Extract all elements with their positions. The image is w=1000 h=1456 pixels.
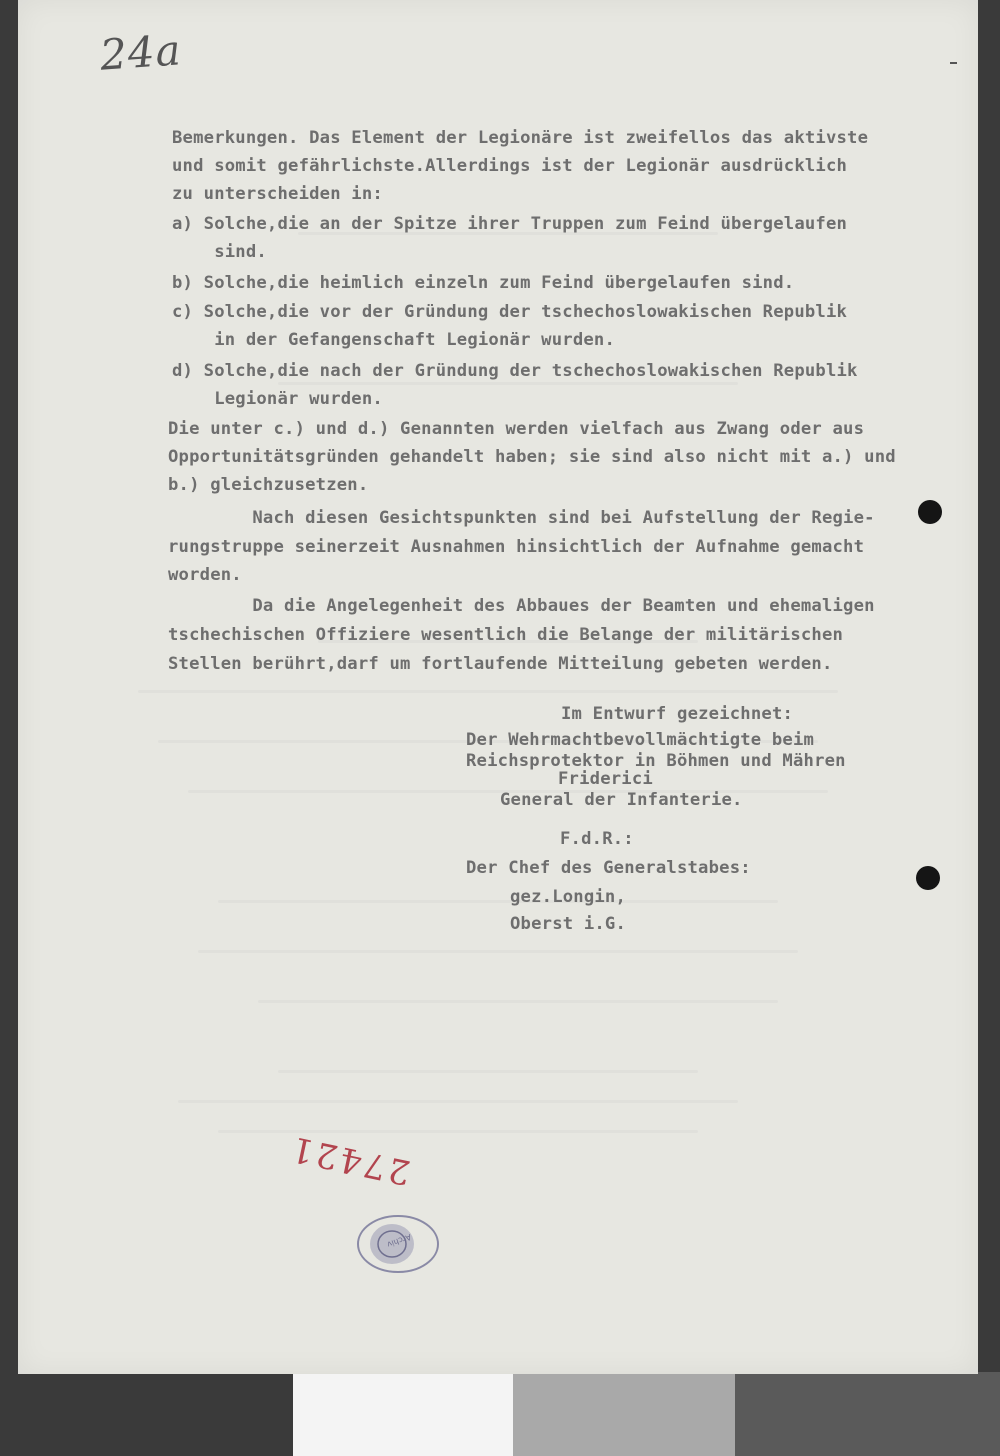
folio-number: 24a [98, 25, 184, 80]
chief-signed: gez.Longin, [510, 887, 627, 907]
text-line: und somit gefährlichste.Allerdings ist der Legionär ausdrücklich [172, 156, 848, 176]
chief-rank: Oberst i.G. [510, 914, 627, 934]
text-line: b) Solche,die heimlich einzeln zum Feind übergelaufen sind. [172, 273, 795, 293]
text-line: a) Solche,die an der Spitze ihrer Truppen zum Feind übergelaufen [172, 214, 848, 234]
chief-title: Der Chef des Generalstabes: [466, 858, 751, 878]
text-line: Legionär wurden. [172, 389, 383, 409]
text-line: worden. [168, 565, 242, 585]
text-line: rungstruppe seinerzeit Ausnahmen hinsichtlich der Aufnahme gemacht [168, 537, 865, 557]
text-line: Stellen berührt,darf um fortlaufende Mitteilung gebeten werden. [168, 654, 833, 674]
calibration-grey [513, 1372, 735, 1456]
paper-sheet [18, 0, 978, 1374]
text-line: c) Solche,die vor der Gründung der tschechoslowakischen Republik [172, 302, 848, 322]
punch-hole [916, 866, 940, 890]
text-line: zu unterscheiden in: [172, 184, 383, 204]
text-line: d) Solche,die nach der Gründung der tschechoslowakischen Republik [172, 361, 858, 381]
show-through-text [18, 0, 978, 1374]
archive-number-stamp: 27421 [285, 1127, 414, 1193]
signatory-title: Der Wehrmachtbevollmächtigte beim [466, 730, 815, 750]
fdr-note: F.d.R.: [560, 829, 634, 849]
signatory-title-2: Reichsprotektor in Böhmen und Mähren [466, 751, 846, 771]
signatory-rank: General der Infanterie. [500, 790, 743, 810]
seal-text: Archiv [385, 1232, 413, 1250]
signatory-name: Friderici [558, 769, 653, 789]
text-line: tschechischen Offiziere wesentlich die Belange der militärischen [168, 625, 844, 645]
text-line: Bemerkungen. Das Element der Legionäre ist zweifellos das aktivste [172, 128, 869, 148]
text-line: in der Gefangenschaft Legionär wurden. [172, 330, 616, 350]
text-line: Da die Angelegenheit des Abbaues der Beamten und ehemaligen [168, 596, 875, 616]
text-line: Die unter c.) und d.) Genannten werden vielfach aus Zwang oder aus [168, 419, 865, 439]
text-line: sind. [172, 242, 267, 262]
margin-mark [950, 62, 957, 64]
text-line: b.) gleichzusetzen. [168, 475, 369, 495]
archive-seal [350, 1210, 446, 1278]
draft-note: Im Entwurf gezeichnet: [561, 704, 794, 724]
calibration-white [293, 1372, 513, 1456]
text-line: Opportunitätsgründen gehandelt haben; sie sind also nicht mit a.) und [168, 447, 896, 467]
punch-hole [918, 500, 942, 524]
calibration-dark [735, 1372, 1000, 1456]
text-line: Nach diesen Gesichtspunkten sind bei Aufstellung der Regie- [168, 508, 875, 528]
